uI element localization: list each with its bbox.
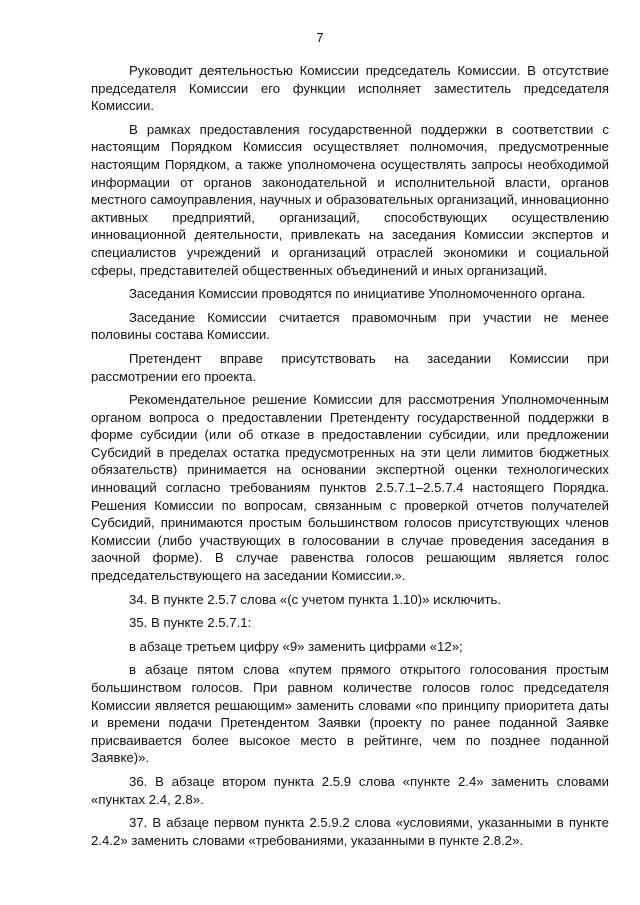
paragraph-commission-powers: В рамках предоставления государственной поддержки в соответствии с настоящим Порядком Комиссия осуществляет полномочия, предусмотренные настоящим Порядком, а также уполномочена осуществлять запросы необходимой информации от органов законодательной и исполнительной власти, органов местного самоуправления, научных и образовательных организаций, инновационно активных предприятий, организаций, способствующих осуществлению инновационной деятельности, привлекать на заседания Комиссии экспертов и специалистов учреждений и организаций отраслей экономики и социальной сферы, представителей общественных объединений и иных организаций. (91, 121, 609, 278)
paragraph-item-36: 36. В абзаце втором пункта 2.5.9 слова «пункте 2.4» заменить словами «пунктах 2.4, 2.8». (91, 773, 609, 807)
paragraph-quorum: Заседание Комиссии считается правомочным при участии не менее половины состава Комиссии. (91, 309, 609, 343)
paragraph-meetings-initiative: Заседания Комиссии проводятся по инициативе Уполномоченного органа. (129, 286, 586, 302)
paragraph-item-35-third: в абзаце третьем цифру «9» заменить цифрами «12»; (129, 638, 463, 654)
paragraph-applicant-presence: Претендент вправе присутствовать на заседании Комиссии при рассмотрении его проекта. (91, 350, 609, 384)
paragraph-item-37: 37. В абзаце первом пункта 2.5.9.2 слова «условиями, указанными в пункте 2.4.2» заменить словами «требованиями, указанными в пункте 2.8.2». (91, 815, 609, 848)
page-number: 7 (316, 30, 324, 45)
paragraph-chairman: Руководит деятельностью Комиссии председатель Комиссии. В отсутствие председателя Комиссии его функции исполняет заместитель председателя Комиссии. (91, 63, 609, 114)
paragraph-item-35-fifth: в абзаце пятом слова «путем прямого открытого голосования простым большинством голосов. При равном количестве голосов голос председателя Комиссии является решающим» заменить словами «по принципу приоритета даты и времени подачи Претендентом Заявки (проекту по ранее поданной Заявке присваивается более высокое место в рейтинге, чем по позднее поданной Заявке)». (91, 662, 609, 766)
paragraph-item-34: 34. В пункте 2.5.7 слова «(с учетом пункта 1.10)» исключить. (129, 591, 502, 607)
paragraph-recommendation-decision: Рекомендательное решение Комиссии для рассмотрения Уполномоченным органом вопроса о предоставлении Претенденту государственной поддержки в форме субсидии (или об отказе в предоставлении субсидии, или предложении Субсидий в пределах остатка предусмотренных на эти цели лимитов бюджетных обязательств) принимается на основании экспертной оценки технологических инноваций согласно требованиям пунктов 2.5.7.1–2.5.7.4 настоящего Порядка. Решения Комиссии по вопросам, связанным с проверкой отчетов получателей Субсидий, принимаются простым большинством голосов присутствующих членов Комиссии (либо участвующих в голосовании в случае проведения заседания в заочной форме). В случае равенства голосов решающим является голос председательствующего на заседании Комиссии.». (91, 392, 609, 584)
paragraph-item-35: 35. В пункте 2.5.7.1: (129, 615, 252, 631)
document-body (91, 62, 609, 855)
